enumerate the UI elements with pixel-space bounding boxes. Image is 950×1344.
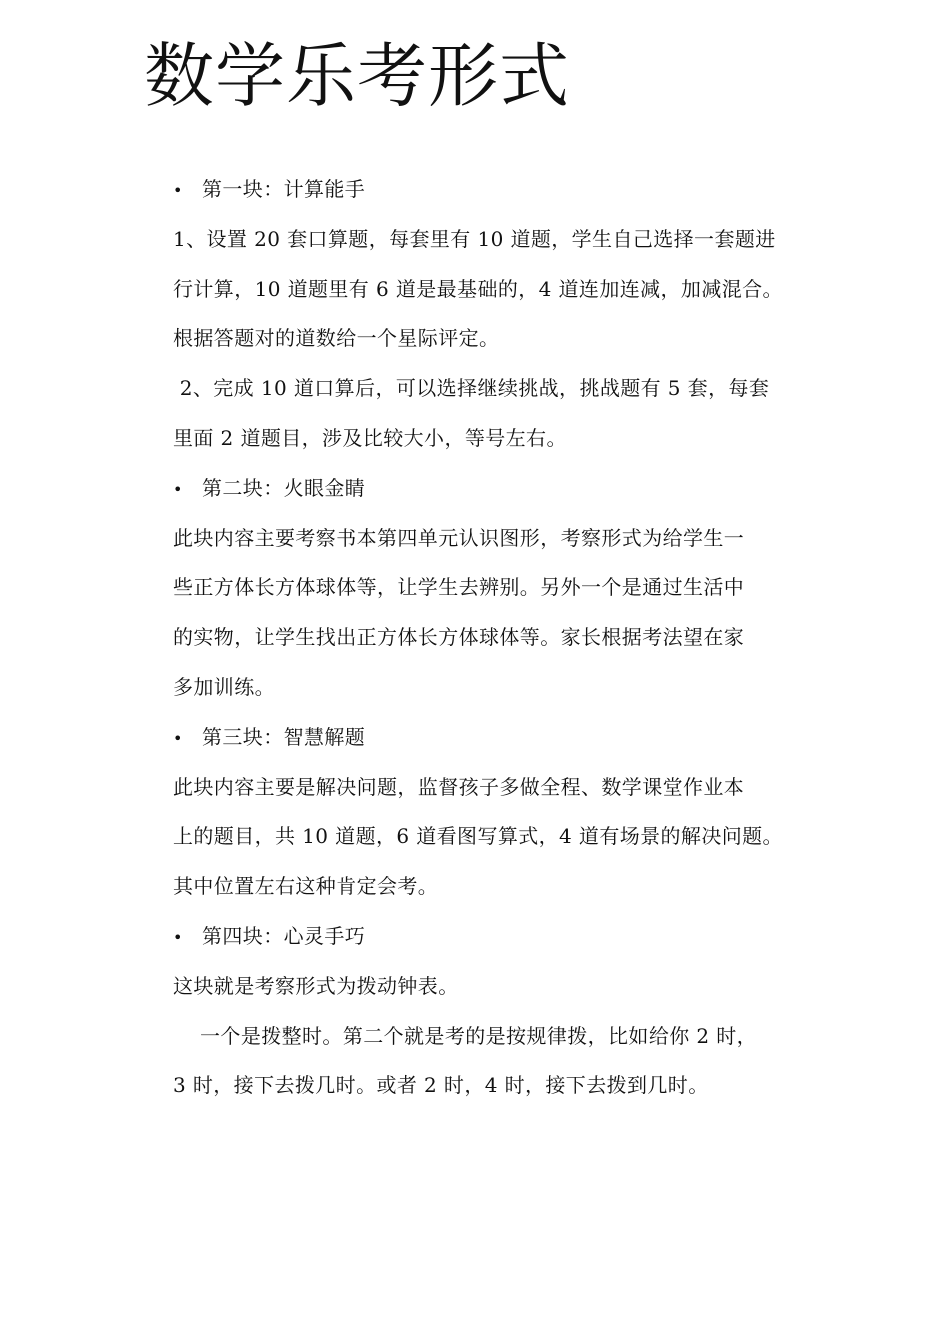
section-3-line-1: 此块内容主要是解决问题，监督孩子多做全程、数学课堂作业本 <box>173 775 745 799</box>
section-2-line-3: 的实物，让学生找出正方体长方体球体等。家长根据考法望在家 <box>173 625 745 649</box>
section-1-line-5: 里面 2 道题目，涉及比较大小，等号左右。 <box>173 426 567 450</box>
section-1-line-3: 根据答题对的道数给一个星际评定。 <box>173 326 500 350</box>
section-3-line-2: 上的题目，共 10 道题，6 道看图写算式，4 道有场景的解决问题。 <box>173 824 783 848</box>
bullet-icon: • <box>173 729 183 748</box>
section-1-line-2: 行计算，10 道题里有 6 道是最基础的，4 道连加连减，加减混合。 <box>173 277 783 301</box>
section-2-line-4: 多加训练。 <box>173 675 275 699</box>
section-3-line-3: 其中位置左右这种肯定会考。 <box>173 874 439 898</box>
section-3-heading <box>173 724 813 752</box>
section-4-line-2: 一个是拨整时。第二个就是考的是按规律拨，比如给你 2 时， <box>173 1024 758 1048</box>
section-2-heading-text: 第二块：火眼金睛 <box>202 476 366 500</box>
bullet-icon: • <box>173 928 183 947</box>
section-4-heading <box>173 923 813 951</box>
bullet-icon: • <box>173 480 183 499</box>
section-2-heading <box>173 475 813 503</box>
section-2-line-1: 此块内容主要考察书本第四单元认识图形，考察形式为给学生一 <box>173 526 745 550</box>
section-1-line-4: 2、完成 10 道口算后，可以选择继续挑战，挑战题有 5 套，每套 <box>173 376 770 400</box>
section-3-heading-text: 第三块：智慧解题 <box>202 725 366 749</box>
section-1-heading-text: 第一块：计算能手 <box>202 177 366 201</box>
section-4-line-1: 这块就是考察形式为拨动钟表。 <box>173 974 459 998</box>
section-1-heading <box>173 176 813 204</box>
document-title: 数学乐考形式 <box>144 35 570 117</box>
bullet-icon: • <box>173 181 183 200</box>
section-4-line-3: 3 时，接下去拨几时。或者 2 时，4 时，接下去拨到几时。 <box>173 1073 709 1097</box>
section-1-line-1: 1、设置 20 套口算题，每套里有 10 道题，学生自己选择一套题进 <box>173 227 776 251</box>
section-2-line-2: 些正方体长方体球体等，让学生去辨别。另外一个是通过生活中 <box>173 575 745 599</box>
section-4-heading-text: 第四块：心灵手巧 <box>202 924 366 948</box>
